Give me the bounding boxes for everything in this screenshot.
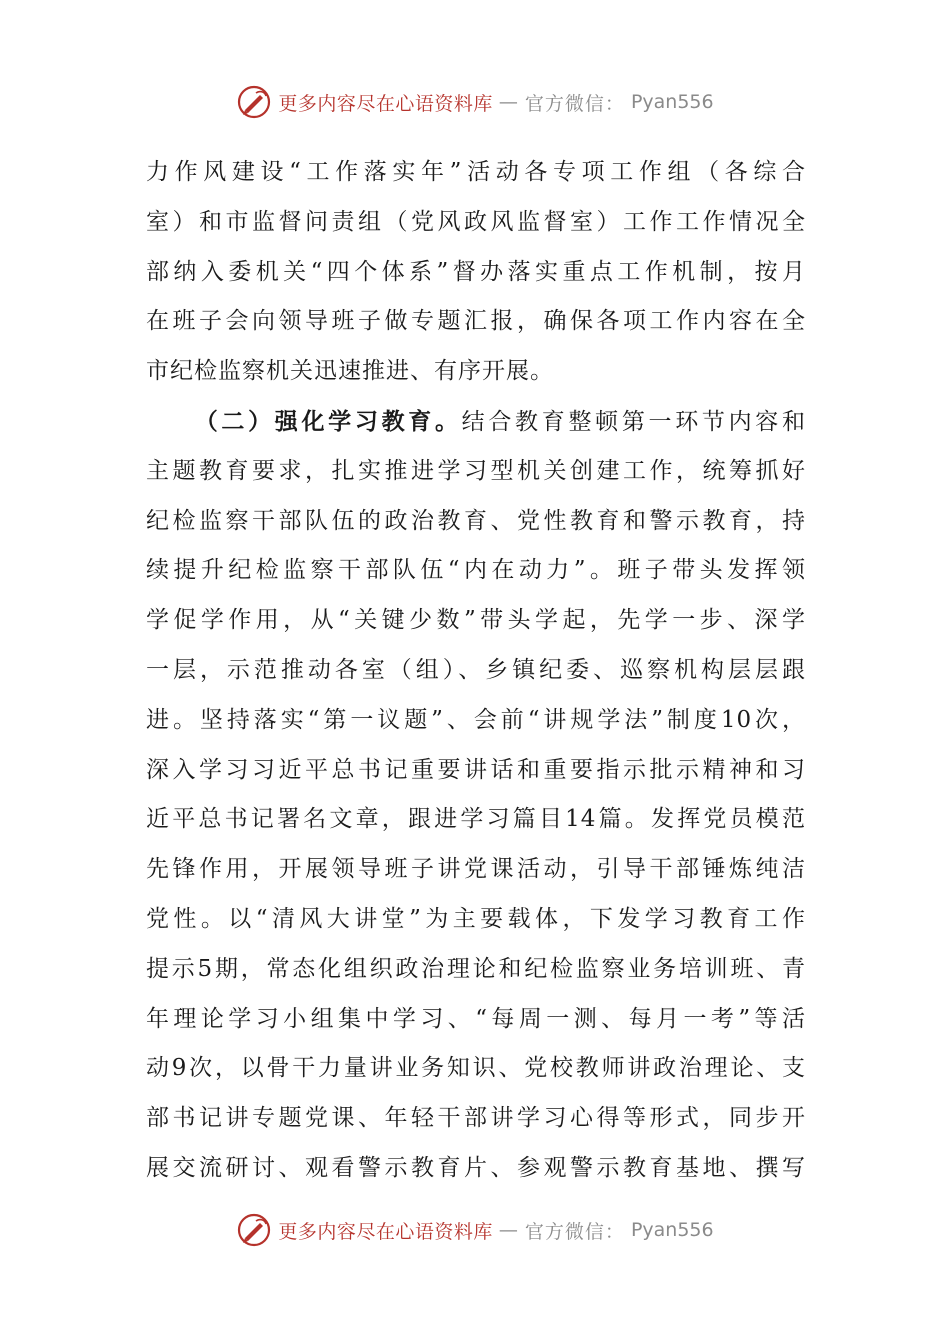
text-line: 在班子会向领导班子做专题汇报，确保各项工作内容在全 [146, 308, 806, 335]
text-line: 党性。以“清风大讲堂”为主要载体，下发学习教育工作 [146, 905, 806, 932]
text-line: 力作风建设“工作落实年”活动各专项工作组（各综合 [146, 159, 806, 185]
text-line: 市纪检监察机关迅速推进、有序开展。 [146, 358, 554, 385]
paragraph-1 [146, 148, 806, 397]
watermark-contact-id: Pyan556 [630, 1219, 714, 1241]
watermark-contact-label: 官方微信： [524, 92, 625, 115]
watermark-contact-id: Pyan556 [630, 91, 714, 113]
watermark-banner-bottom [0, 1210, 950, 1250]
text-line: 一层，示范推动各室（组）、乡镇纪委、巡察机构层层跟 [146, 656, 806, 683]
pen-circle-logo-icon [236, 84, 272, 120]
text-line: 近平总书记署名文章，跟进学习篇目14篇。发挥党员模范 [146, 806, 806, 833]
watermark-banner-top [0, 82, 950, 122]
text-span: 结合教育整顿第一环节内容和 [461, 408, 807, 435]
text-line: 部书记讲专题党课、年轻干部讲学习心得等形式，同步开 [146, 1105, 806, 1132]
section-heading: （二）强化学习教育。 [192, 407, 462, 435]
text-line: 提示5期，常态化组织政治理论和纪检监察业务培训班、青 [146, 955, 806, 982]
text-line: 年理论学习小组集中学习、“每周一测、每月一考”等活 [146, 1005, 806, 1032]
text-line: 续提升纪检监察干部队伍“内在动力”。班子带头发挥领 [146, 557, 806, 584]
text-line: 动9次，以骨干力量讲业务知识、党校教师讲政治理论、支 [146, 1055, 806, 1082]
text-line: 进。坚持落实“第一议题”、会前“讲规学法”制度10次， [146, 706, 806, 733]
watermark-site-text: 更多内容尽在心语资料库 [278, 92, 493, 115]
watermark-dash: — [498, 91, 519, 113]
text-line: 学促学作用，从“关键少数”带头学起，先学一步、深学 [146, 607, 806, 634]
watermark-dash: — [498, 1219, 519, 1241]
text-line: 主题教育要求，扎实推进学习型机关创建工作，统筹抓好 [146, 457, 806, 484]
watermark-site-text: 更多内容尽在心语资料库 [278, 1220, 493, 1243]
paragraph-2-first-line [146, 397, 806, 447]
text-line: 深入学习习近平总书记重要讲话和重要指示批示精神和习 [146, 756, 806, 783]
text-line: 先锋作用，开展领导班子讲党课活动，引导干部锤炼纯洁 [146, 856, 806, 883]
text-line: 展交流研讨、观看警示教育片、参观警示教育基地、撰写 [146, 1154, 806, 1181]
paragraph-2 [146, 397, 806, 1194]
text-line: 纪检监察干部队伍的政治教育、党性教育和警示教育，持 [146, 507, 806, 534]
text-line: 室）和市监督问责组（党风政风监督室）工作工作情况全 [146, 208, 806, 235]
pen-circle-logo-icon [236, 1212, 272, 1248]
text-line: 部纳入委机关“四个体系”督办落实重点工作机制，按月 [146, 258, 806, 285]
watermark-contact-label: 官方微信： [524, 1220, 625, 1243]
document-body [146, 148, 806, 1194]
